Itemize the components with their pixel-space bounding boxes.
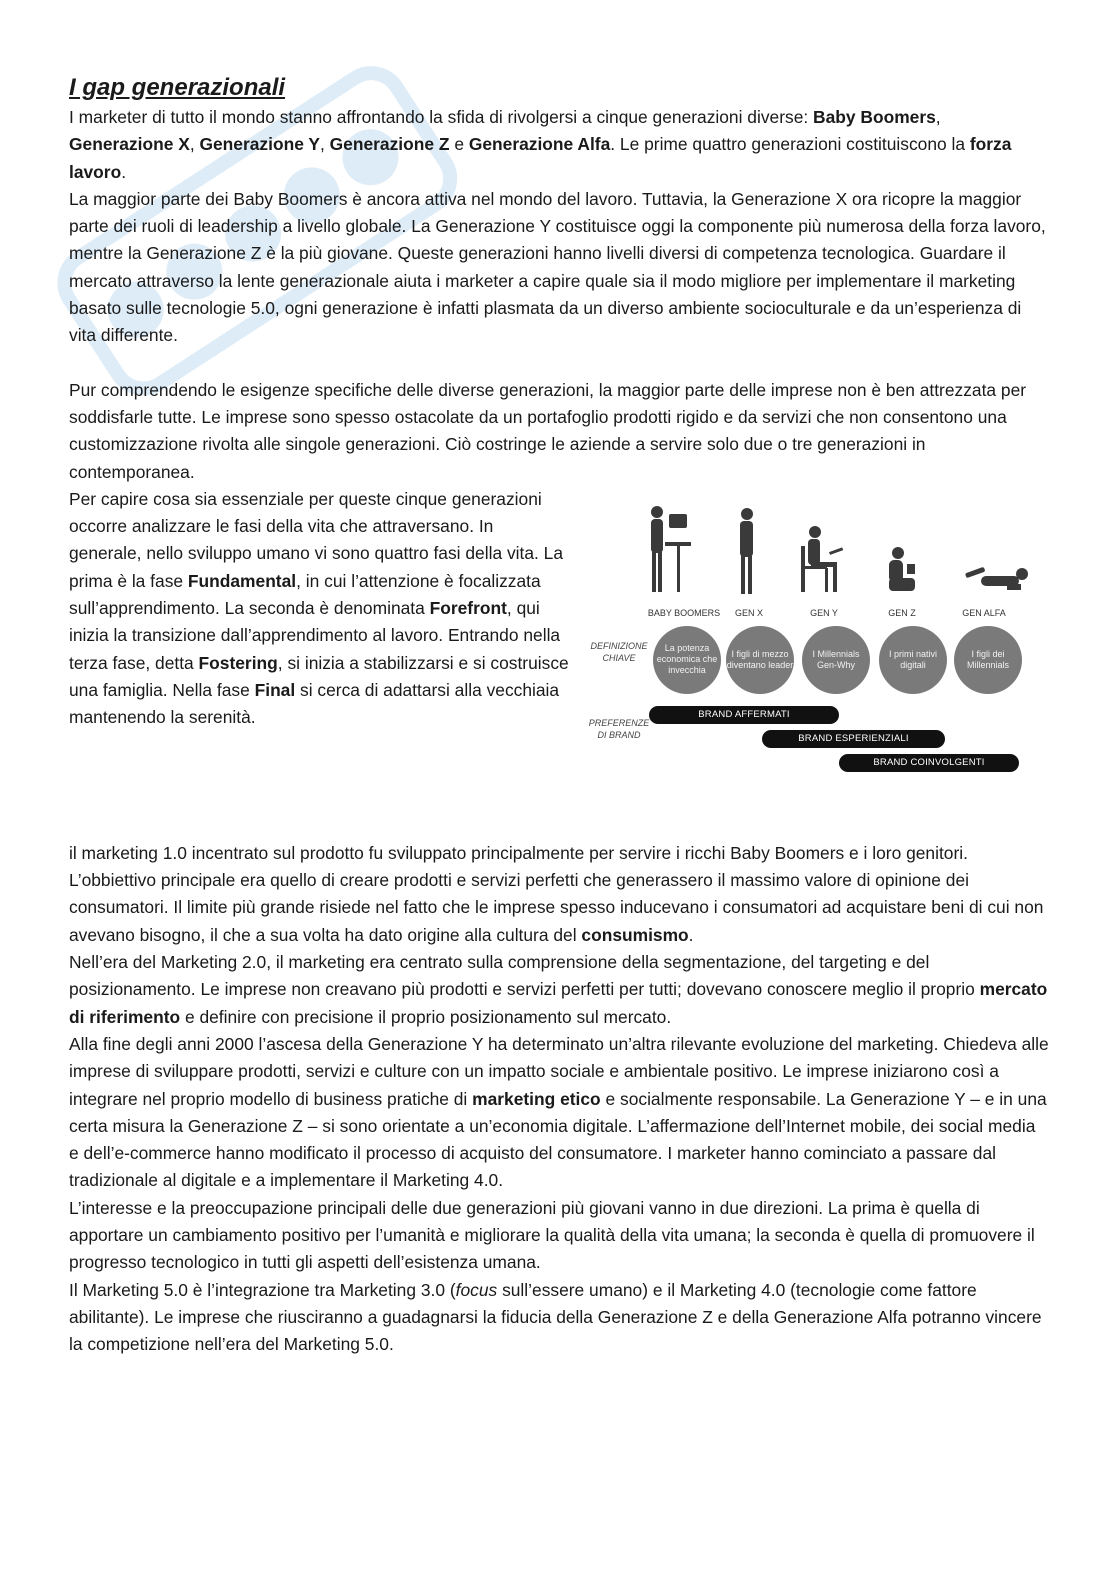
paragraph-intro: I marketer di tutto il mondo stanno affrontando la sfida di rivolgersi a cinque generazioni diverse: Baby Boomers, Generazione X, Generazione Y, Generazione Z e Generazione Alfa. Le prime quattro generazioni costituiscono la forza lavoro. <box>69 107 1012 182</box>
seated-laptop-person-icon <box>801 526 843 592</box>
life-phases-section <box>69 486 1049 813</box>
bar-brand-coinvolgenti: BRAND COINVOLGENTI <box>839 754 1019 772</box>
gen-label-gen-z: GEN Z <box>888 607 916 618</box>
standing-phone-person-icon <box>740 508 753 594</box>
paragraph-generation-y: Alla fine degli anni 2000 l’ascesa della Generazione Y ha determinato un’altra rilevante evoluzione del marketing. Chiedeva alle imprese di sviluppare prodotti, servizi e culture con un impatto sociale e ambientale positivo. Le imprese iniziarono così a integrare nel proprio modello di business pratiche di marketing etico e socialmente responsabile. La Generazione Y – e in una certa misura la Generazione Z – si sono orientate a un’economia digitale. L’affermazione dell’Internet mobile, dei social media e dell’e-commerce hanno modificato il processo di acquisto del consumatore. I marketer hanno cominciato a passare dal tradizionale al digitale e a implementare il Marketing 4.0. <box>69 1033 1049 1191</box>
definition-circle-gen-y: I Millennials Gen-Why <box>802 626 870 694</box>
generation-silhouettes <box>589 506 1039 606</box>
gen-label-gen-x: GEN X <box>734 607 763 618</box>
gen-label-baby-boomers: BABY BOOMERS <box>647 607 721 618</box>
document-body <box>69 72 1049 1359</box>
gen-label-gen-alfa: GEN ALFA <box>962 607 1006 618</box>
paragraph-generations: La maggior parte dei Baby Boomers è ancora attiva nel mondo del lavoro. Tuttavia, la Generazione X ora ricopre la maggior parte dei ruoli di leadership a livello globale. La Generazione Y costituisce oggi la componente più numerosa della forza lavoro, mentre la Generazione Z è la più giovane. Queste generazioni hanno livelli diversi di competenza tecnologica. Guardare il mercato attraverso la lente generazionale aiuta i marketer a capire quale sia il modo migliore per implementare il marketing basato sulle tecnologie 5.0, ogni generazione è infatti plasmata da un diverso ambiente socioculturale e da un’esperienza di vita differente. <box>69 188 1046 346</box>
lying-child-icon <box>965 567 1028 590</box>
paragraph-marketing-5: Il Marketing 5.0 è l’integrazione tra Marketing 3.0 (focus sull’essere umano) e il Marketing 4.0 (tecnologie come fattore abilitante). Le imprese che riusciranno a guadagnarsi la fiducia della Generazione Z e della Generazione Alfa potranno vincere la competizione nell’era del Marketing 5.0. <box>69 1279 1042 1355</box>
paragraph-marketing-2: Nell’era del Marketing 2.0, il marketing era centrato sulla comprensione della segmentazione, del targeting e del posizionamento. Le imprese non creavano più prodotti e servizi perfetti per tutti; dovevano conoscere meglio il proprio mercato di riferimento e definire con precisione il proprio posizionamento sul mercato. <box>69 952 1048 1027</box>
paragraph-companies: Pur comprendendo le esigenze specifiche delle diverse generazioni, la maggior parte delle imprese non è ben attrezzata per soddisfarle tutte. Le imprese sono spesso ostacolate da un portafoglio prodotti rigido e da servizi che non consentono una customizzazione rivolta alle singole generazioni. Ciò costringe le aziende a servire solo due o tre generazioni in contemporanea. <box>69 379 1027 482</box>
paragraph-life-phases: Per capire cosa sia essenziale per queste cinque generazioni occorre analizzare le fasi della vita che attraversano. In generale, nello sviluppo umano vi sono quattro fasi della vita. La prima è la fase Fundamental, in cui l’attenzione è focalizzata sull’apprendimento. La seconda è denominata Forefront, qui inizia la transizione dall’apprendimento al lavoro. Entrando nella terza fase, detta Fostering, si inizia a stabilizzarsi e si costruisce una famiglia. Nella fase Final si cerca di adattarsi alla vecchiaia mantenendo la serenità. <box>69 488 569 728</box>
page-title: I gap generazionali <box>69 74 286 101</box>
bar-brand-affermati: BRAND AFFERMATI <box>649 706 839 724</box>
side-label-brand-preferences: PREFERENZE DI BRAND <box>588 717 650 740</box>
gen-label-gen-y: GEN Y <box>810 607 838 618</box>
bar-brand-esperienziali: BRAND ESPERIENZIALI <box>762 730 945 748</box>
seated-tablet-person-icon <box>889 547 915 591</box>
side-label-definition: DEFINIZIONE CHIAVE <box>590 640 648 663</box>
standing-person-desk-icon <box>651 506 691 592</box>
definition-circle-gen-z: I primi nativi digitali <box>879 626 947 694</box>
definition-circle-baby-boomers: La potenza economica che invecchia <box>653 626 721 694</box>
definition-circle-gen-x: I figli di mezzo diventano leader <box>726 626 794 694</box>
generations-figure <box>589 506 1039 796</box>
paragraph-marketing-1: il marketing 1.0 incentrato sul prodotto fu sviluppato principalmente per servire i ricchi Baby Boomers e i loro genitori. L’obbiettivo principale era quello di creare prodotti e servizi perfetti che generassero il massimo valore di opinione dei consumatori. Il limite più grande risiede nel fatto che le imprese spesso inducevano i consumatori ad acquistare beni di cui non avevano bisogno, il che a sua volta ha dato origine alla cultura del consumismo. <box>69 842 1044 945</box>
paragraph-young-generations: L’interesse e la preoccupazione principali delle due generazioni più giovani vanno in due direzioni. La prima è quella di apportare un cambiamento positivo per l’umanità e migliorare la qualità della vita umana; la seconda è quella di promuovere il progresso tecnologico in tutti gli aspetti dell’esistenza umana. <box>69 1197 1035 1273</box>
definition-circle-gen-alfa: I figli dei Millennials <box>954 626 1022 694</box>
